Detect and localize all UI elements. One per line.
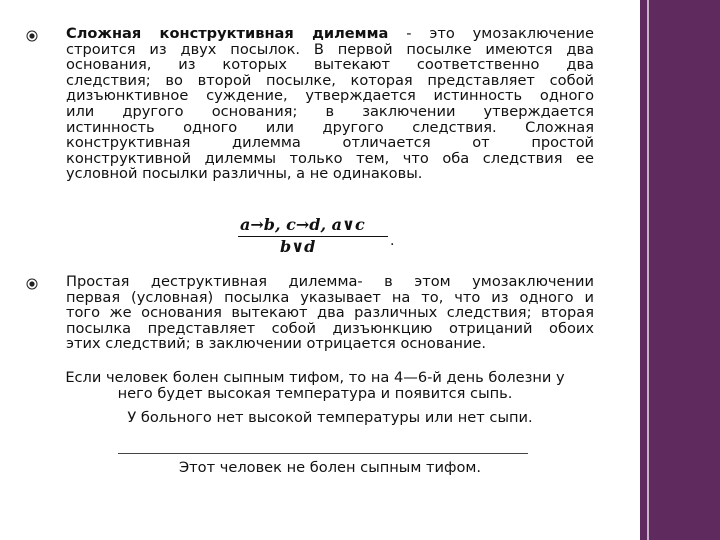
paragraph-line: истинность одного или другого следствия. Сложная [66, 118, 594, 136]
paragraph-line: следствия; во второй посылке, которая представляет собой [66, 71, 594, 89]
example-conclusion: Этот человек не болен сыпным тифом. [178, 459, 482, 476]
decorative-sidebar [640, 0, 720, 540]
paragraph-line: строится из двух посылок. В первой посылке имеются два [66, 40, 594, 58]
paragraph-line: дизъюнктивное суждение, утверждается истинность одного [66, 87, 594, 105]
formula-end-mark: . [390, 233, 395, 249]
paragraph-line: основания, из которых вытекают соответственно два [66, 56, 594, 74]
paragraph-line: условной посылки различны, а не одинаковы. [66, 165, 423, 183]
eye-bullet-icon [26, 30, 38, 42]
example-premise1-line1: Если человек болен сыпным тифом, то на 4—6-й день болезни у [65, 369, 565, 386]
formula-premises: a→b, c→d, a∨c [240, 215, 365, 234]
paragraph-simple-destructive-dilemma [66, 274, 594, 352]
example-inference-line [118, 453, 528, 454]
paragraph-line: этих следствий; в заключении отрицается основание. [66, 335, 487, 353]
formula-conclusion: b∨d [280, 237, 316, 256]
paragraph-line: посылка представляет собой дизъюнкцию отрицаний обоих [66, 319, 594, 337]
eye-bullet-icon [26, 278, 38, 290]
paragraph-line: конструктивной дилеммы только тем, что оба следствия ее [66, 149, 594, 167]
term-complex-constructive-dilemma: Сложная конструктивная дилемма [66, 25, 389, 42]
paragraph-line: Сложная конструктивная дилемма - это умозаключение [66, 25, 594, 42]
dilemma-formula [230, 215, 400, 257]
paragraph-complex-constructive-dilemma [66, 26, 594, 182]
paragraph-line: или другого основания; в заключении утверждается [66, 102, 594, 120]
paragraph-line: того же основания вытекают два различных следствия; вторая [66, 304, 594, 322]
paragraph-line: первая (условная) посылка указывает на то, что из одного и [66, 288, 594, 306]
example-premise1-line2: него будет высокая температура и появится сыпь. [117, 385, 513, 402]
example-premise2: У больного нет высокой температуры или нет сыпи. [127, 409, 533, 426]
paragraph-line: Простая деструктивная дилемма- в этом умозаключении [66, 273, 594, 290]
sidebar-accent-line [647, 0, 649, 540]
paragraph-line: конструктивная дилемма отличается от простой [66, 134, 594, 152]
